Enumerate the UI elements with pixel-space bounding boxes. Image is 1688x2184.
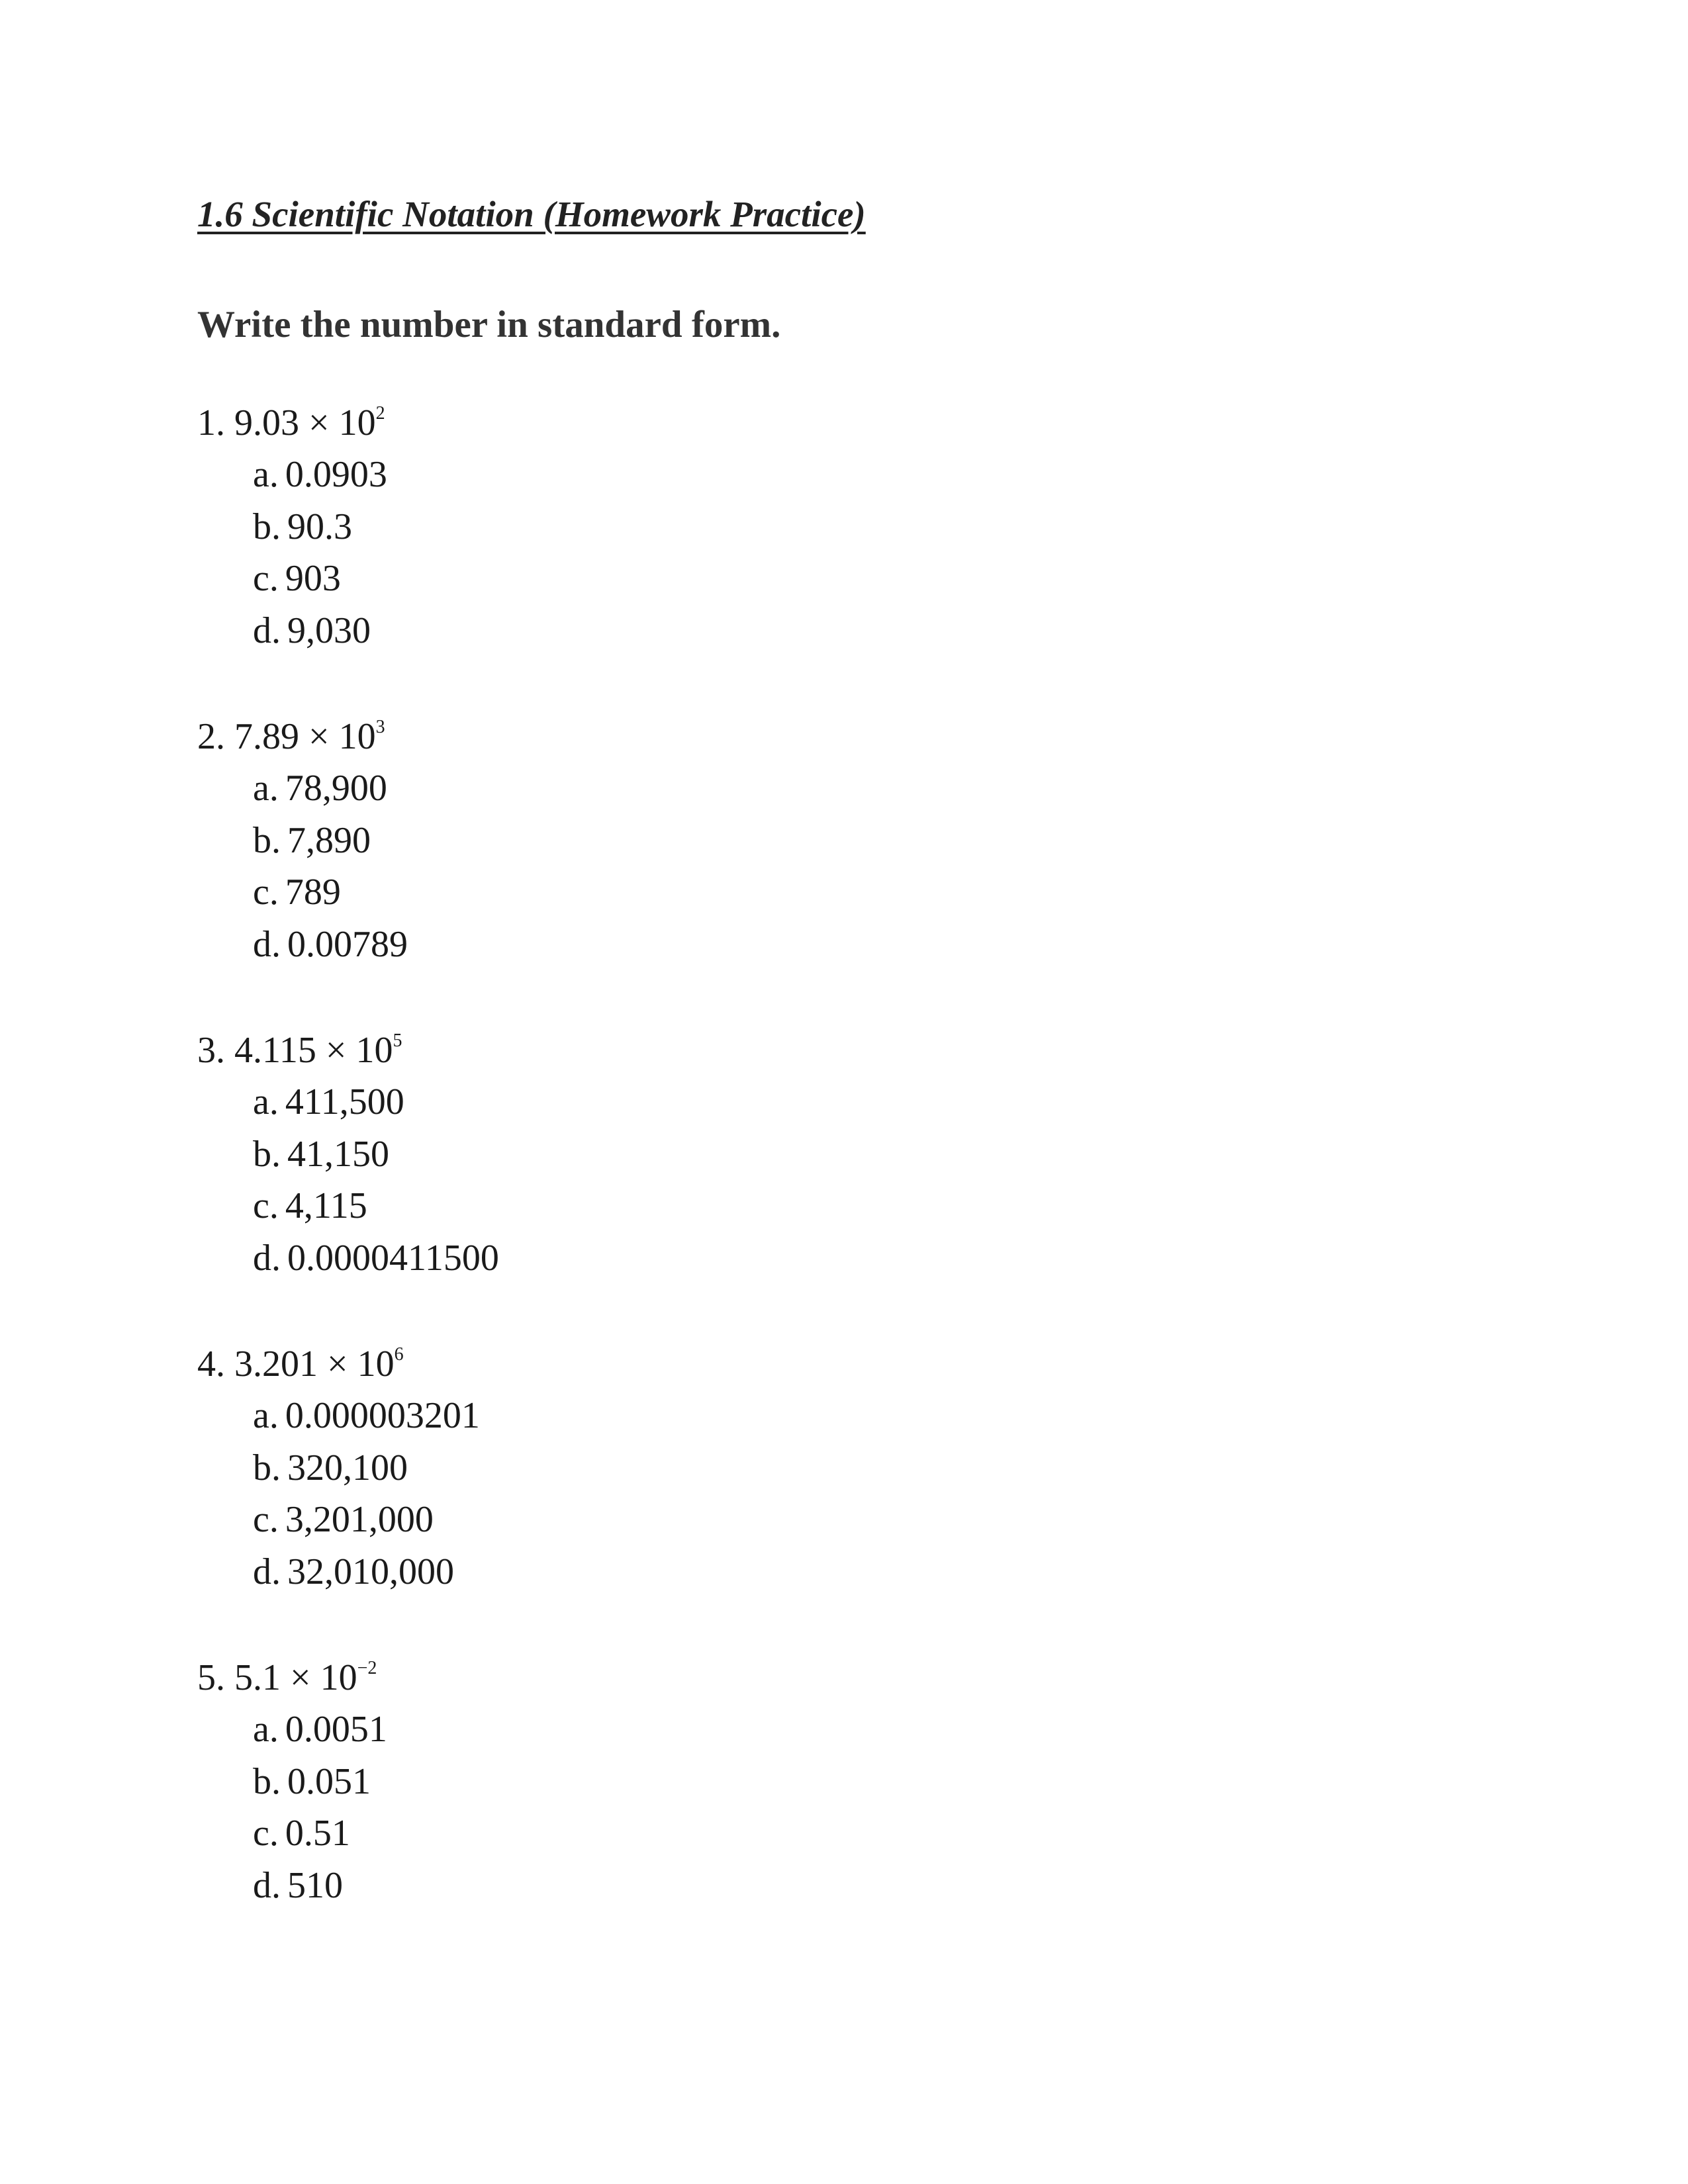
choice-letter: b. xyxy=(253,1133,281,1175)
choice-d[interactable] xyxy=(253,605,499,657)
question-stem xyxy=(197,1338,499,1390)
choice-c[interactable] xyxy=(253,553,499,605)
choice-text: 0.00789 xyxy=(287,923,408,965)
question-exponent: 3 xyxy=(375,717,385,737)
choice-b[interactable] xyxy=(253,815,499,867)
question-stem xyxy=(197,397,499,449)
choice-letter: b. xyxy=(253,1447,281,1488)
choice-text: 0.0000411500 xyxy=(287,1237,499,1279)
question-number: 1. xyxy=(197,402,225,443)
question-mantissa: 7.89 × 10 xyxy=(234,716,376,757)
choice-a[interactable] xyxy=(253,1076,499,1128)
question-exponent: 6 xyxy=(394,1344,404,1365)
choice-letter: d. xyxy=(253,1237,281,1279)
choice-d[interactable] xyxy=(253,1232,499,1285)
choice-letter: a. xyxy=(253,1709,279,1750)
choice-text: 320,100 xyxy=(287,1447,408,1488)
choice-b[interactable] xyxy=(253,1756,499,1808)
choice-text: 3,201,000 xyxy=(285,1499,434,1540)
choice-d[interactable] xyxy=(253,1860,499,1912)
choice-d[interactable] xyxy=(253,1546,499,1598)
choice-text: 7,890 xyxy=(287,819,371,861)
page-title: 1.6 Scientific Notation (Homework Practice) xyxy=(197,194,866,234)
choice-a[interactable] xyxy=(253,1390,499,1442)
choice-c[interactable] xyxy=(253,866,499,919)
choice-d[interactable] xyxy=(253,919,499,971)
question-3 xyxy=(197,1024,499,1338)
choice-a[interactable] xyxy=(253,449,499,501)
question-number: 5. xyxy=(197,1657,225,1698)
instruction-heading: Write the number in standard form. xyxy=(197,304,781,345)
choice-a[interactable] xyxy=(253,1704,499,1756)
choice-text: 510 xyxy=(287,1864,343,1906)
question-stem xyxy=(197,1024,499,1076)
choice-text: 411,500 xyxy=(285,1081,404,1122)
choice-b[interactable] xyxy=(253,1128,499,1181)
choice-b[interactable] xyxy=(253,501,499,553)
choice-text: 78,900 xyxy=(285,768,387,809)
choice-text: 32,010,000 xyxy=(287,1551,454,1592)
question-mantissa: 4.115 × 10 xyxy=(234,1030,393,1071)
choice-a[interactable] xyxy=(253,762,499,815)
choice-letter: a. xyxy=(253,1081,279,1122)
choice-text: 0.051 xyxy=(287,1760,371,1802)
choice-letter: c. xyxy=(253,872,279,913)
question-exponent: 2 xyxy=(375,403,385,424)
choice-text: 90.3 xyxy=(287,506,352,547)
choice-c[interactable] xyxy=(253,1494,499,1546)
question-number: 4. xyxy=(197,1343,225,1385)
question-mantissa: 5.1 × 10 xyxy=(234,1657,357,1698)
choice-letter: a. xyxy=(253,454,279,495)
question-stem xyxy=(197,711,499,762)
question-number: 2. xyxy=(197,716,225,757)
question-stem xyxy=(197,1652,499,1704)
question-2 xyxy=(197,711,499,1024)
choice-text: 0.51 xyxy=(285,1813,350,1854)
question-exponent: −2 xyxy=(357,1658,377,1678)
question-mantissa: 3.201 × 10 xyxy=(234,1343,395,1385)
choice-text: 0.0903 xyxy=(285,454,387,495)
choice-letter: d. xyxy=(253,1864,281,1906)
choice-text: 789 xyxy=(285,872,341,913)
choice-letter: a. xyxy=(253,1395,279,1436)
question-mantissa: 9.03 × 10 xyxy=(234,402,376,443)
choice-letter: d. xyxy=(253,923,281,965)
choice-letter: b. xyxy=(253,506,281,547)
choice-text: 0.0051 xyxy=(285,1709,387,1750)
choice-letter: c. xyxy=(253,558,279,599)
choice-letter: c. xyxy=(253,1185,279,1226)
choice-text: 0.000003201 xyxy=(285,1395,480,1436)
choice-letter: b. xyxy=(253,1760,281,1802)
question-number: 3. xyxy=(197,1030,225,1071)
question-1 xyxy=(197,397,499,711)
choice-letter: d. xyxy=(253,1551,281,1592)
question-exponent: 5 xyxy=(393,1030,402,1051)
choice-text: 903 xyxy=(285,558,341,599)
choice-text: 41,150 xyxy=(287,1133,389,1175)
choice-letter: d. xyxy=(253,610,281,651)
choice-letter: c. xyxy=(253,1499,279,1540)
choice-c[interactable] xyxy=(253,1807,499,1860)
choice-letter: a. xyxy=(253,768,279,809)
choice-text: 4,115 xyxy=(285,1185,367,1226)
choice-b[interactable] xyxy=(253,1442,499,1494)
choice-letter: b. xyxy=(253,819,281,861)
choice-letter: c. xyxy=(253,1813,279,1854)
choice-c[interactable] xyxy=(253,1180,499,1232)
question-5 xyxy=(197,1652,499,1966)
question-4 xyxy=(197,1338,499,1652)
choice-text: 9,030 xyxy=(287,610,371,651)
question-list xyxy=(197,397,499,1966)
